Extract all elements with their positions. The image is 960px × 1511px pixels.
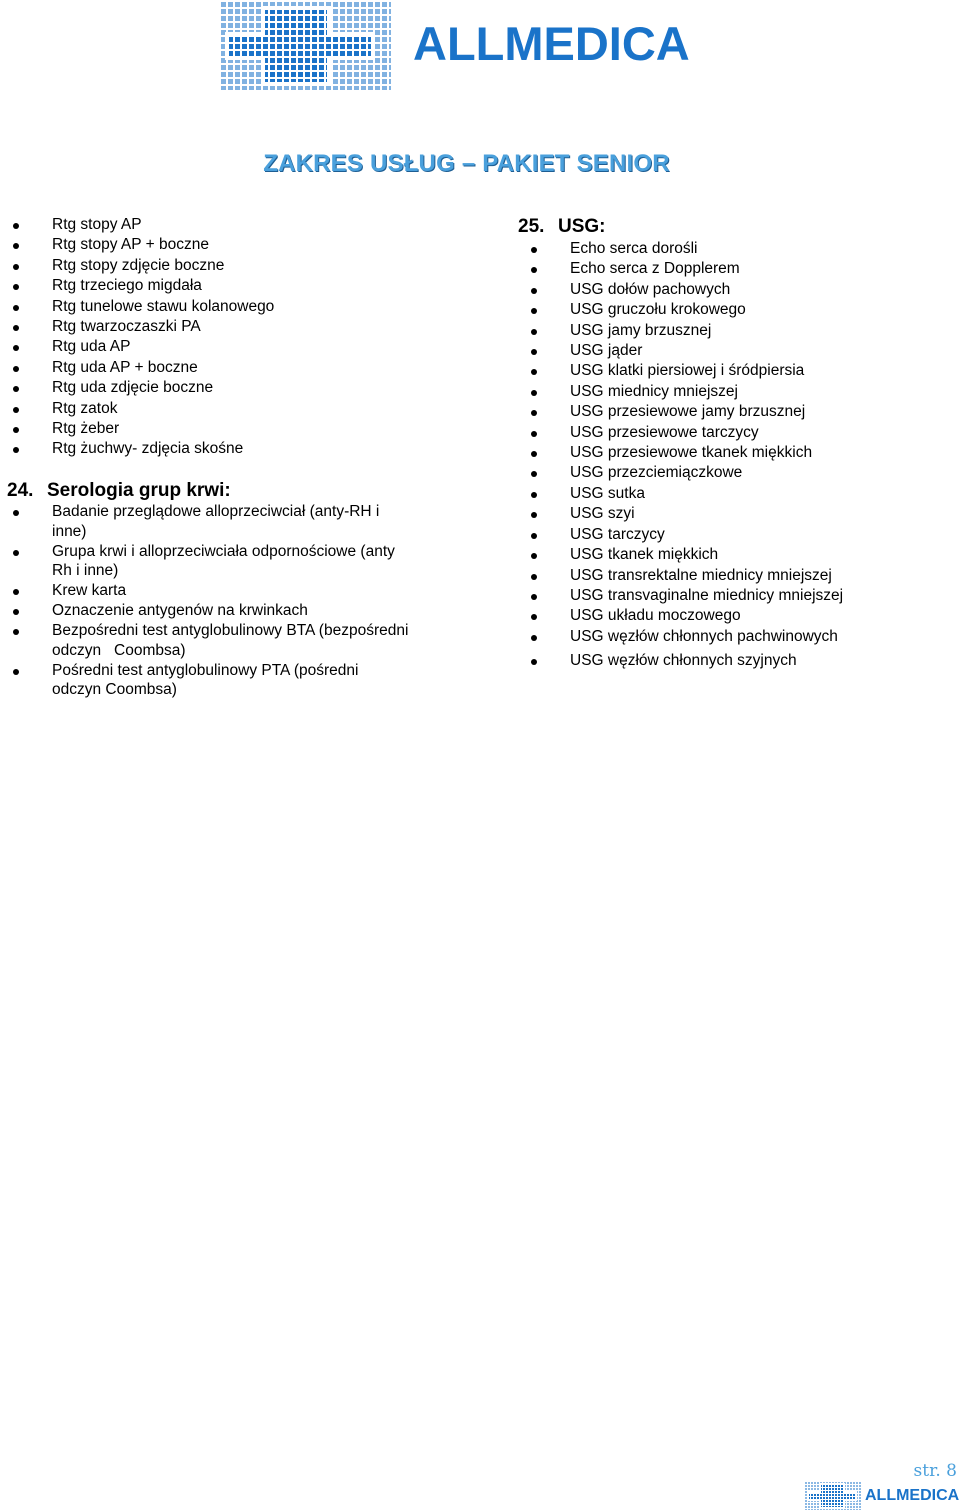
list-item: USG układu moczowego [525, 606, 955, 626]
list-item: Rtg tunelowe stawu kolanowego [7, 297, 447, 317]
section-number: 25. [518, 216, 545, 237]
list-item: USG szyi [525, 504, 955, 524]
list-item-line: Krew karta [52, 582, 127, 599]
list-item-line: odczyn Coombsa) [52, 681, 177, 698]
list-item-line: Grupa krwi i alloprzeciwciała odpornościowe (anty [52, 542, 395, 560]
footer-logo-cross-icon [805, 1482, 861, 1510]
list-item: USG jąder [525, 341, 955, 361]
list-item: USG sutka [525, 484, 955, 504]
list-item: USG przesiewowe tarczycy [525, 423, 955, 443]
list-item: Rtg uda AP + boczne [7, 358, 447, 378]
list-item-line: Pośredni test antyglobulinowy PTA (pośredni [52, 661, 359, 679]
section-title: USG: [558, 216, 606, 237]
list-item [7, 661, 447, 700]
list-item: USG tarczycy [525, 525, 955, 545]
list-item: USG przesiewowe jamy brzusznej [525, 402, 955, 422]
list-item-line: Rh i inne) [52, 562, 119, 579]
list-item: USG przesiewowe tkanek miękkich [525, 443, 955, 463]
list-item: USG miednicy mniejszej [525, 382, 955, 402]
list-item [7, 621, 447, 660]
list-item-line: Badanie przeglądowe alloprzeciwciał (anty-RH i [52, 503, 380, 520]
list-item: Echo serca z Dopplerem [525, 259, 955, 279]
list-item: Rtg żuchwy- zdjęcia skośne [7, 439, 447, 459]
list-item: Echo serca dorośli [525, 239, 955, 259]
list-item: Rtg stopy AP + boczne [7, 235, 447, 255]
section-number: 24. [7, 480, 34, 501]
list-item [7, 601, 447, 621]
list-item: Rtg trzeciego migdała [7, 276, 447, 296]
usg-list [525, 239, 955, 672]
list-item: Rtg uda AP [7, 337, 447, 357]
allmedica-logo [221, 2, 721, 90]
list-item: USG węzłów chłonnych pachwinowych [525, 627, 955, 647]
list-item: Rtg uda zdjęcie boczne [7, 378, 447, 398]
list-item: Rtg zatok [7, 399, 447, 419]
list-item: USG klatki piersiowej i śródpiersia [525, 361, 955, 381]
list-item: USG dołów pachowych [525, 280, 955, 300]
list-item [7, 542, 447, 581]
list-item: USG transrektalne miednicy mniejszej [525, 566, 955, 586]
footer-logo-text: ALLMEDICA [865, 1487, 960, 1504]
list-item-line: inne) [52, 522, 87, 540]
list-item: Rtg stopy AP [7, 215, 447, 235]
list-item: Rtg stopy zdjęcie boczne [7, 256, 447, 276]
list-item: Rtg żeber [7, 419, 447, 439]
rtg-list [7, 215, 447, 460]
serologia-list [7, 502, 447, 700]
logo-cross-icon [221, 2, 391, 90]
page-number: str. 8 [913, 1461, 957, 1481]
logo-text: ALLMEDICA [413, 17, 690, 70]
list-item: USG węzłów chłonnych szyjnych [525, 651, 955, 671]
list-item: USG gruczołu krokowego [525, 300, 955, 320]
list-item-line: Bezpośredni test antyglobulinowy BTA (bezpośredni [52, 622, 409, 639]
footer-logo [805, 1482, 960, 1510]
page-title: ZAKRES USŁUG – PAKIET SENIOR [263, 150, 670, 177]
section-25-heading [518, 217, 606, 236]
section-title: Serologia grup krwi: [47, 480, 231, 501]
list-item: USG tkanek miękkich [525, 545, 955, 565]
list-item [7, 502, 447, 541]
list-item: USG jamy brzusznej [525, 321, 955, 341]
list-item: Rtg twarzoczaszki PA [7, 317, 447, 337]
list-item-line: odczyn Coombsa) [52, 641, 186, 659]
section-24-heading [7, 481, 231, 500]
list-item: USG przezciemiączkowe [525, 463, 955, 483]
list-item: USG transvaginalne miednicy mniejszej [525, 586, 955, 606]
list-item [7, 581, 447, 601]
list-item-line: Oznaczenie antygenów na krwinkach [52, 602, 308, 619]
